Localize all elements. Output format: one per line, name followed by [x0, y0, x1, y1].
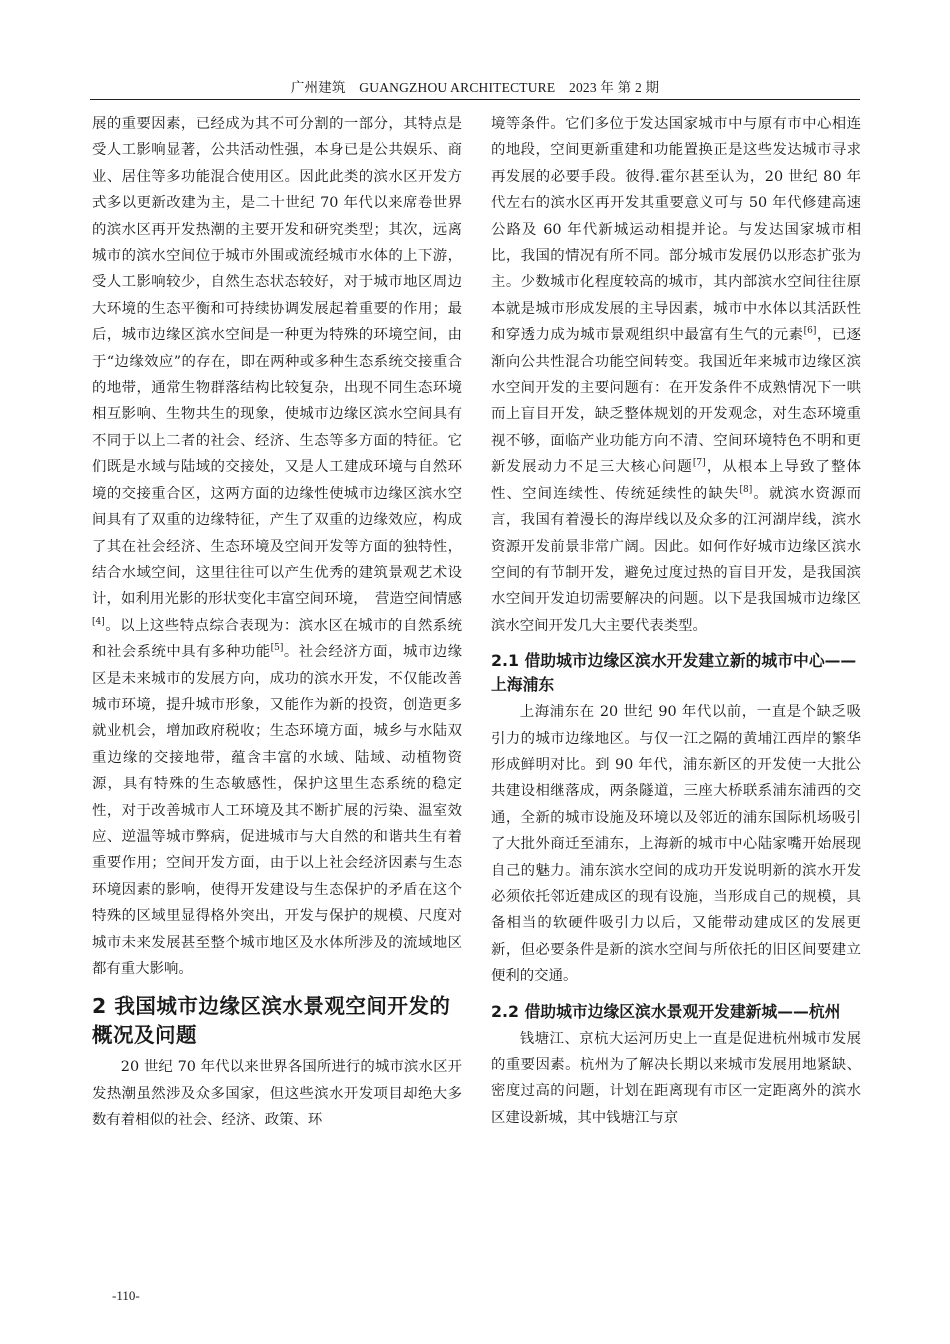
body-paragraph: 上海浦东在 20 世纪 90 年代以前，一直是个缺乏吸引力的城市边缘地区。与仅一江之隔的黄埔江西岸的繁华形成鲜明对比。到 90 年代，浦东新区的开发使一大批公共建设相继落成，两条隧道，三座大桥联系浦东浦西的交通，全新的城市设施及环境以及邻近的浦东国际机场吸引了大批外商迁至浦东，上海新的城市中心陆家嘴开始展现自己的魅力。浦东滨水空间的成功开发说明新的滨水开发必须依托邻近建成区的现有设施，当形成自己的规模，具备相当的软硬件吸引力以后，又能带动建成区的发展更新，但必要条件是新的滨水空间与所依托的旧区间要建立便利的交通。 [491, 704, 861, 985]
citation-ref: [6] [803, 326, 817, 337]
citation-ref: [8] [739, 484, 753, 495]
text-run: 。社会经济方面，城市边缘区是未来城市的发展方向，成功的滨水开发，不仅能改善城市环境，提升城市形象，又能作为新的投资，创造更多就业机会，增加政府税收；生态环境方面，城乡与水陆双重边缘的交接地带，蕴含丰富的水域、陆域、动植物资源，具有特殊的生态敏感性，保护这里生态系统的稳定性，对于改善城市人工环境及其不断扩展的污染、温室效应、逆温等城市弊病，促进城市与大自然的和谐共生有着重要作用；空间开发方面，由于以上社会经济因素与生态环境因素的影响，使得开发建设与生态保护的矛盾在这个特殊的区域里显得格外突出，开发与保护的规模、尺度对城市未来发展甚至整个城市地区及水体所涉及的流域地区都有重大影响。 [92, 644, 462, 977]
citation-ref: [5] [270, 643, 284, 654]
body-paragraph: 钱塘江、京杭大运河历史上一直是促进杭州城市发展的重要因素。杭州为了解决长期以来城市发展用地紧缺、密度过高的问题，计划在距离现有市区一定距离外的滨水区建设新城，其中钱塘江与京 [491, 1030, 861, 1126]
text-run: 。以上这些特点综合表现为：滨水区在城市的自然系统和社会系统中具有多种功能 [92, 617, 462, 661]
subsection-heading: 2.1 借助城市边缘区滨水开发建立新的城市中心——上海浦东 [491, 651, 857, 695]
body-paragraph [491, 111, 861, 639]
body-paragraph: 20 世纪 70 年代以来世界各国所进行的城市滨水区开发热潮虽然涉及众多国家，但这些滨水开发项目却绝大多数有着相似的社会、经济、政策、环 [92, 1059, 462, 1129]
right-column [491, 111, 861, 1131]
citation-ref: [7] [692, 458, 706, 469]
running-header: 广州建筑 GUANGZHOU ARCHITECTURE 2023 年 第 2 期 [290, 80, 660, 95]
text-run: ，从根本上导致了整体性、空间连续性、传统延续性的缺失 [491, 459, 861, 502]
header-divider [90, 99, 860, 100]
text-run: 境等条件。它们多位于发达国家城市中与原有市中心相连的地段，空间更新重建和功能置换正是这些发达城市寻求再发展的必要手段。彼得.霍尔甚至认为，20 世纪 80 年代左右的滨水区再开发其重要意义可与 50 年代修建高速公路及 60 年代新城运动相提并论。与发达国家城市相比，我国的情况有所不同。部分城市发展仍以形态扩张为主。少数城市化程度较高的城市，其内部滨水空间往往原本就是城市形成发展的主导因素，城市中水体以其活跃性和穿透力成为城市景观组织中最富有生气的元素 [491, 116, 861, 344]
subsection-heading: 2.2 借助城市边缘区滨水景观开发建新城——杭州 [491, 1001, 841, 1021]
page-number: -110- [112, 1288, 140, 1303]
left-column [92, 111, 462, 1134]
text-run: 。就滨水资源而言，我国有着漫长的海岸线以及众多的江河湖岸线，滨水资源开发前景非常广阔。因此。如何作好城市边缘区滨水空间的有节制开发，避免过度过热的盲目开发，是我国滨水空间开发迫切需要解决的问题。以下是我国城市边缘区滨水空间开发几大主要代表类型。 [491, 485, 861, 634]
section-heading: 2 我国城市边缘区滨水景观空间开发的概况及问题 [92, 994, 451, 1048]
text-run: 展的重要因素，已经成为其不可分割的一部分，其特点是受人工影响显著，公共活动性强，本身已是公共娱乐、商业、居住等多功能混合使用区。因此此类的滨水区开发方式多以更新改建为主，是二十世纪 70 年代以来席卷世界的滨水区再开发热潮的主要开发和研究类型；其次，远离城市的滨水空间位于城市外围或流经城市水体的上下游，受人工影响较少，自然生态状态较好，对于城市地区周边大环境的生态平衡和可持续协调发展起着重要的作用；最后，城市边缘区滨水空间是一种更为特殊的环境空间，由于“边缘效应”的存在，即在两种或多种生态系统交接重合的地带，通常生物群落结构比较复杂，出现不同生态环境相互影响、生物共生的现象，使城市边缘区滨水空间具有不同于以上二者的社会、经济、生态等多方面的特征。它们既是水域与陆域的交接处，又是人工建成环境与自然环境的交接重合区，这两方面的边缘性使城市边缘区滨水空间具有了双重的边缘特征，产生了双重的边缘效应，构成了其在社会经济、生态环境及空间开发等方面的独特性，结合水域空间，这里往往可以产生优秀的建筑景观艺术设计，如利用光影的形状变化丰富空间环境， 营造空间情感 [92, 116, 462, 608]
text-run: ，已逐渐向公共性混合功能空间转变。我国近年来城市边缘区滨水空间开发的主要问题有：在开发条件不成熟情况下一哄而上盲目开发，缺乏整体规划的开发观念，对生态环境重视不够，面临产业功能方向不清、空间环境特色不明和更新发展动力不足三大核心问题 [491, 327, 861, 476]
body-paragraph [92, 111, 462, 982]
citation-ref: [4] [92, 616, 105, 627]
